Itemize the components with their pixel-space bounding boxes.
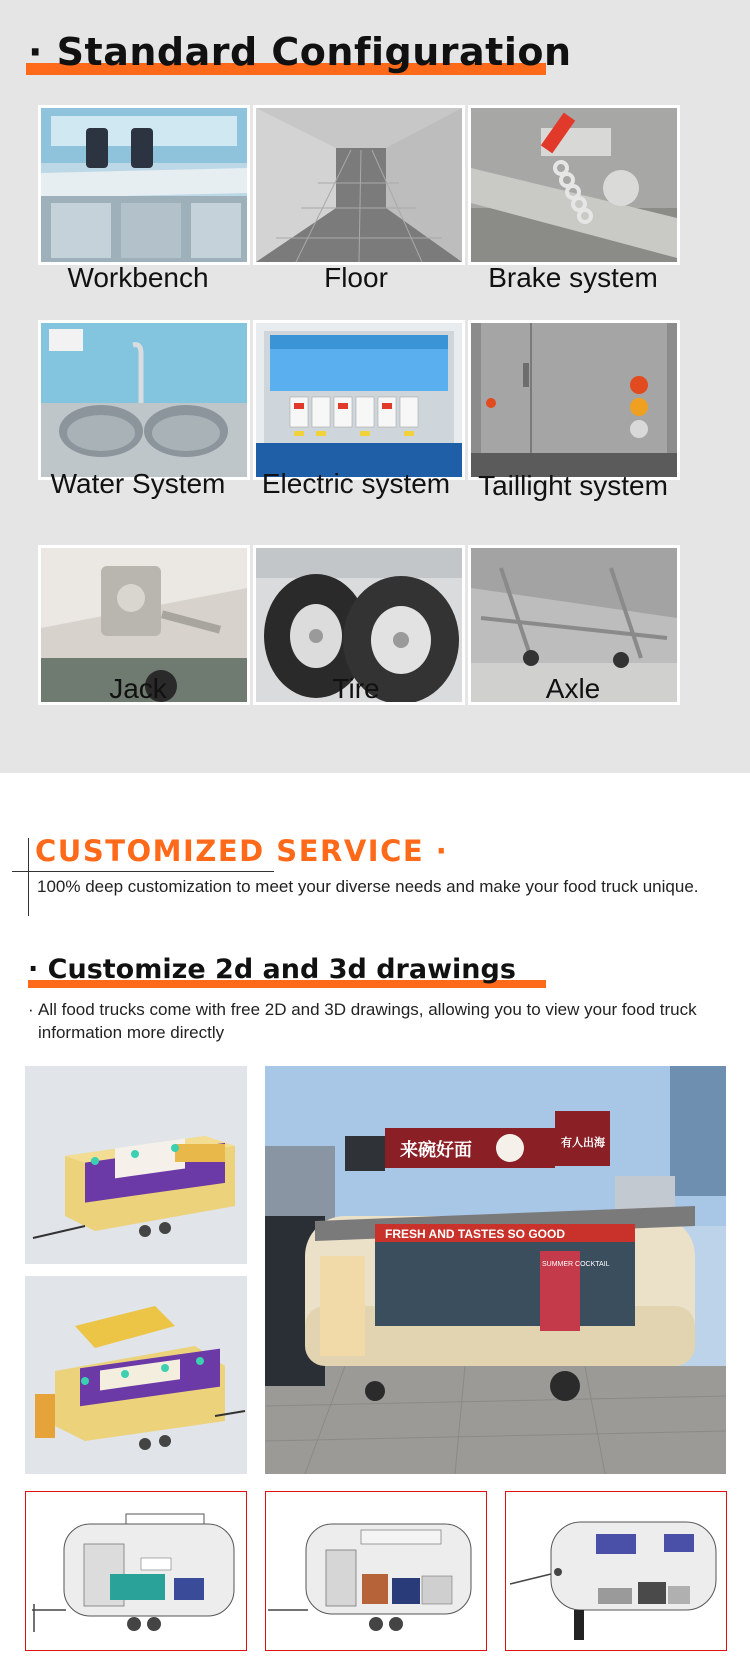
workbench-photo (38, 105, 250, 265)
2d-drawing-side (25, 1491, 247, 1651)
2d-drawing-interior (265, 1491, 487, 1651)
customized-service-title: CUSTOMIZED SERVICE · (35, 834, 449, 868)
bullet-dot: · (28, 1000, 34, 1019)
customized-service-description: 100% deep customization to meet your diverse needs and make your food truck unique. (37, 877, 699, 896)
water-system-photo (38, 320, 250, 480)
drawings-description-text: All food trucks come with free 2D and 3D drawings, allowing you to view your food truck information more directly (38, 1000, 697, 1042)
brake-system-label: Brake system (488, 262, 658, 293)
truck-banner-text: FRESH AND TASTES SO GOOD (385, 1227, 566, 1241)
standard-configuration-heading: · Standard Configuration (28, 30, 572, 74)
menu-board-text: SUMMER COCKTAIL (542, 1261, 610, 1268)
title-horizontal-rule (12, 871, 274, 872)
taillight-system-photo (468, 320, 680, 480)
tire-label: Tire (332, 673, 380, 704)
3d-render-side (25, 1066, 247, 1264)
roof-sign-text: 来碗好面 (400, 1140, 472, 1161)
side-sign-text: 有人出海 (561, 1136, 605, 1149)
brake-system-photo (468, 105, 680, 265)
floor-photo (253, 105, 465, 265)
3d-render-open (25, 1276, 247, 1474)
water-system-label: Water System (50, 468, 226, 499)
taillight-system-label: Taillight system (478, 470, 668, 501)
axle-label: Axle (545, 673, 601, 704)
workbench-label: Workbench (67, 262, 209, 293)
drawings-description (28, 998, 728, 1044)
title-vertical-rule (28, 838, 29, 916)
jack-label: Jack (109, 673, 167, 704)
electric-system-photo (253, 320, 465, 480)
standard-configuration-section (0, 0, 750, 773)
electric-system-label: Electric system (261, 468, 451, 499)
food-truck-photo (265, 1066, 726, 1474)
floor-label: Floor (324, 262, 388, 293)
2d-drawing-front (505, 1491, 727, 1651)
drawings-heading: · Customize 2d and 3d drawings (28, 954, 516, 985)
